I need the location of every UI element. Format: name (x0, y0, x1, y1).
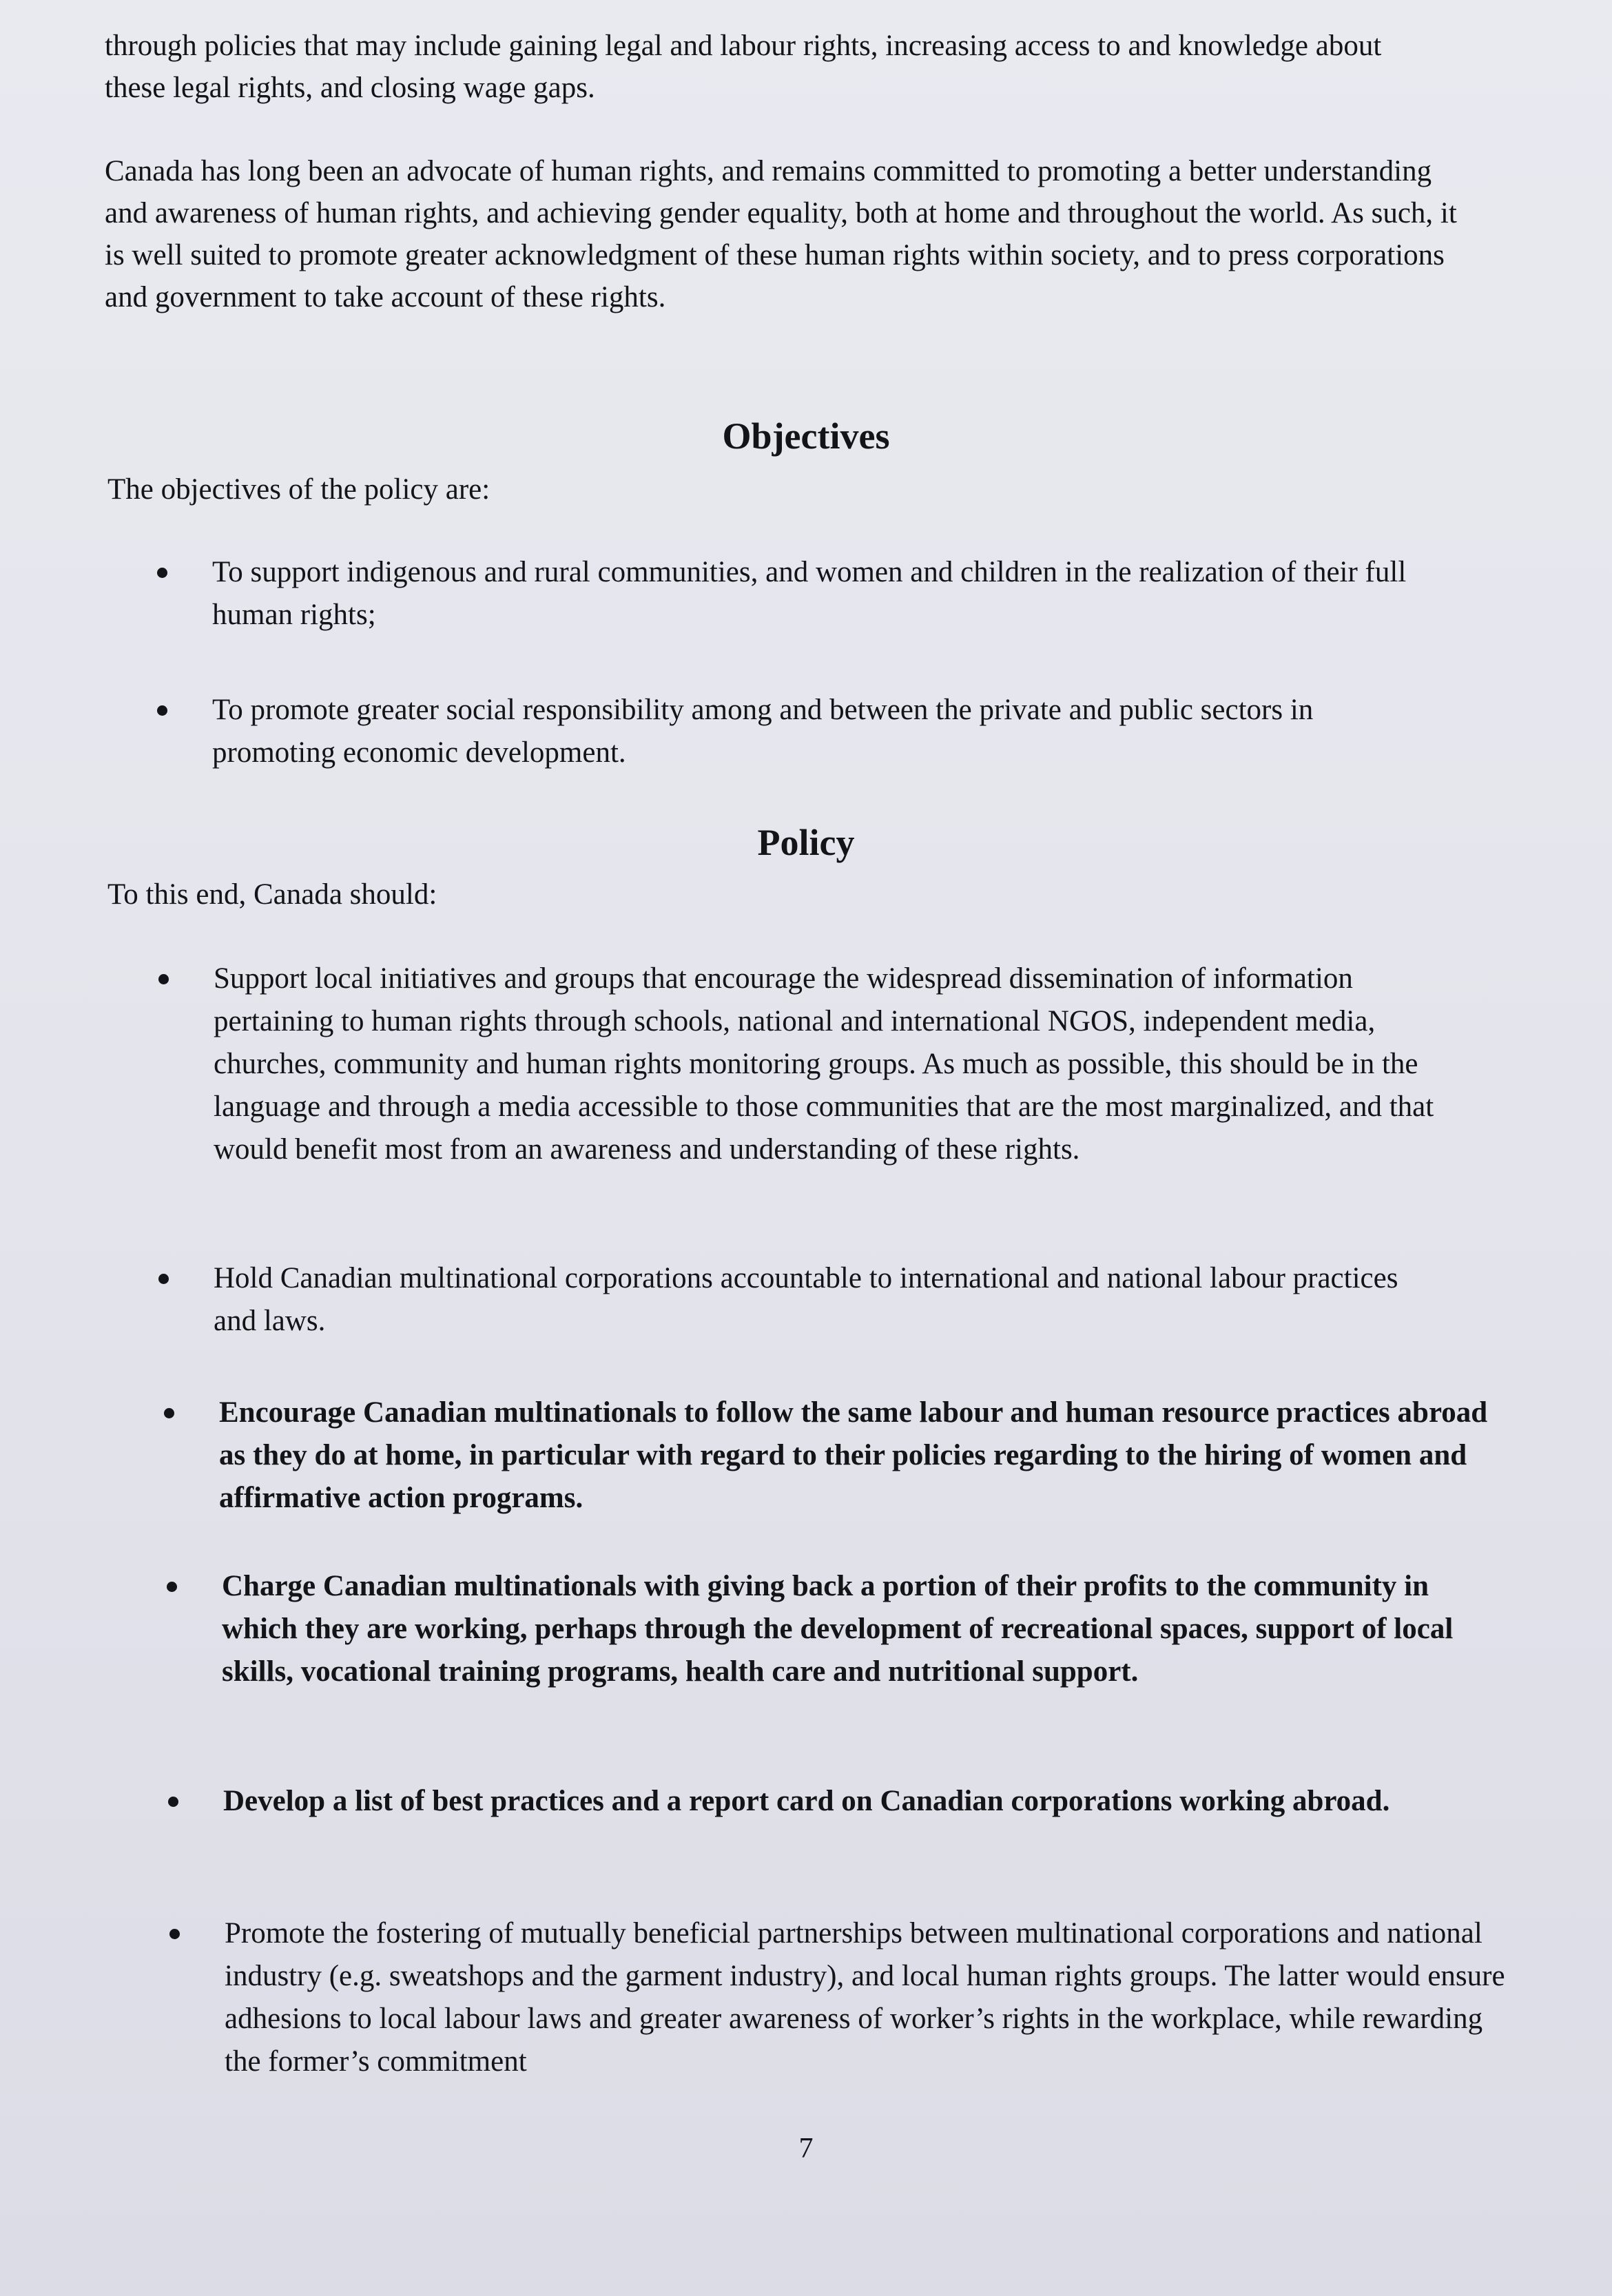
policy-item-text: Support local initiatives and groups that encourage the widespread dissemination of information pertaining to human rights through schools, national and international NGOS, independent media, churches, community and human rights monitoring groups. As much as possible, this should be in the language and through a media accessible to those communities that are the most marginalized, and that would benefit most from an awareness and understanding of these rights. (214, 962, 1434, 1166)
policy-item-text: Hold Canadian multinational corporations accountable to international and national labour practices and laws. (214, 1262, 1398, 1337)
policy-item (214, 958, 1454, 1171)
objectives-item-text: To support indigenous and rural communities, and women and children in the realization of their full human rights; (212, 556, 1407, 631)
intro-paragraph-2: Canada has long been an advocate of human rights, and remains committed to promoting a better understanding and awareness of human rights, and achieving gender equality, both at home and throughout the world. As such, it is well suited to promote greater acknowledgment of these human rights within society, and to press corporations and government to take account of these rights. (105, 155, 1457, 313)
policy-lead: To this end, Canada should: (107, 878, 437, 911)
bullet-icon (158, 974, 169, 984)
bullet-icon (168, 1797, 178, 1807)
bullet-icon (164, 1408, 174, 1418)
intro-paragraph-1: through policies that may include gaining legal and labour rights, increasing access to and knowledge about these legal rights, and closing wage gaps. (105, 30, 1382, 104)
objectives-item (212, 551, 1466, 637)
policy-item (222, 1565, 1496, 1693)
policy-item (219, 1392, 1494, 1520)
policy-item (214, 1257, 1440, 1343)
bullet-icon (169, 1929, 180, 1939)
policy-heading: Policy (757, 822, 855, 863)
bullet-icon (158, 1274, 169, 1284)
policy-item (225, 1912, 1506, 2083)
bullet-icon (167, 1582, 177, 1592)
bullet-icon (157, 568, 167, 578)
objectives-heading: Objectives (722, 415, 890, 457)
policy-item-text: Promote the fostering of mutually beneficial partnerships between multinational corporations and national industry (e.g. sweatshops and the garment industry), and local human rights groups. The latter would ensure adhesions to local labour laws and greater awareness of worker’s rights in the workplace, while rewarding the former’s commitment (225, 1917, 1505, 2078)
policy-item-text: Develop a list of best practices and a report card on Canadian corporations working abroad. (223, 1785, 1390, 1817)
objectives-item-text: To promote greater social responsibility among and between the private and public sectors in promoting economic development. (212, 694, 1314, 769)
policy-item-text: Charge Canadian multinationals with giving back a portion of their profits to the community in which they are working, perhaps through the development of recreational spaces, support of local skills, vocational training programs, health care and nutritional support. (222, 1570, 1454, 1688)
policy-item (223, 1780, 1505, 1823)
bullet-icon (157, 705, 167, 716)
page-number: 7 (798, 2133, 814, 2164)
policy-item-text: Encourage Canadian multinationals to follow the same labour and human resource practices abroad as they do at home, in particular with regard to their policies regarding to the hiring of women and affirmative action programs. (219, 1396, 1488, 1514)
objectives-item (212, 689, 1438, 774)
objectives-lead: The objectives of the policy are: (107, 473, 490, 506)
